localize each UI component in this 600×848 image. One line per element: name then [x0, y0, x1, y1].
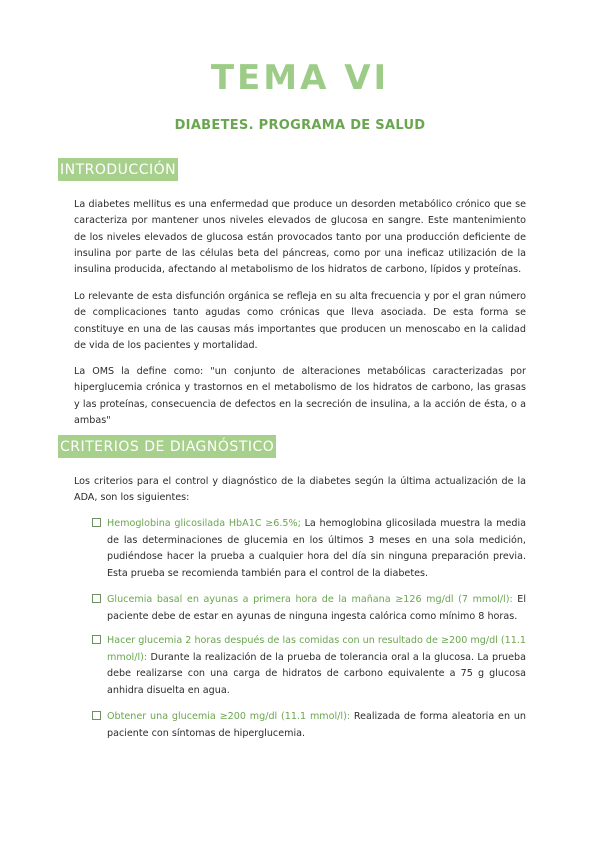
page-title: TEMA VI: [210, 58, 390, 98]
criteria-item: [92, 633, 526, 699]
criteria-item: [92, 592, 526, 625]
checkbox-icon: [92, 518, 101, 527]
criteria-item: [92, 516, 526, 582]
intro-paragraph-3: La OMS la define como: "un conjunto de alteraciones metabólicas caracterizadas por hiperglucemia crónica y trastornos en el metabolismo de los hidratos de carbono, las grasas y las proteínas, consecuencia de defectos en la secreción de insulina, a la acción de ésta, o a ambas": [74, 366, 526, 426]
criteria-item: [92, 709, 526, 742]
checkbox-icon: [92, 594, 101, 603]
criteria-text: Realizada de forma aleatoria en un paciente con síntomas de hiperglucemia.: [107, 711, 526, 739]
section-heading-criterios: CRITERIOS DE DIAGNÓSTICO: [58, 435, 276, 458]
checkbox-icon: [92, 635, 101, 644]
criteria-highlight: Obtener una glucemia ≥200 mg/dl (11.1 mmol/l):: [107, 711, 351, 722]
criteria-highlight: Hemoglobina glicosilada HbA1C ≥6.5%;: [107, 518, 301, 529]
page-subtitle: DIABETES. PROGRAMA DE SALUD: [174, 118, 426, 133]
criteria-highlight: Glucemia basal en ayunas a primera hora de la mañana ≥126 mg/dl (7 mmol/l):: [107, 594, 513, 605]
intro-paragraph-1: La diabetes mellitus es una enfermedad que produce un desorden metabólico crónico que se caracteriza por mantener unos niveles elevados de glucosa en sangre. Este mantenimiento de los niveles elevados de glucosa están provocados tanto por una producción deficiente de insulina por parte de las células beta del páncreas, como por una ineficaz utilización de la insulina producida, afectando al metabolismo de los hidratos de carbono, lípidos y proteínas.: [74, 199, 526, 276]
criteria-text: La hemoglobina glicosilada muestra la media de las determinaciones de glucemia en los últimos 3 meses en una sola medición, pudiéndose hacer la prueba a cualquier hora del día sin ninguna preparación previa. Esta prueba se recomienda también para el control de la diabetes.: [107, 518, 527, 579]
criteria-text: El paciente debe de estar en ayunas de ninguna ingesta calórica como mínimo 8 horas.: [107, 594, 526, 622]
criteria-text: Durante la realización de la prueba de tolerancia oral a la glucosa. La prueba debe realizarse con una carga de hidratos de carbono equivalente a 75 g glucosa anhidra disuelta en agua.: [107, 651, 526, 696]
criteria-intro: Los criterios para el control y diagnóstico de la diabetes según la última actualización de la ADA, son los siguientes:: [74, 476, 526, 504]
section-heading-introduccion: INTRODUCCIÓN: [58, 158, 178, 181]
checkbox-icon: [92, 711, 101, 720]
intro-paragraph-2: Lo relevante de esta disfunción orgánica se refleja en su alta frecuencia y por el gran número de complicaciones tanto agudas como crónicas que lleva asociada. De esta forma se constituye en una de las causas más importantes que producen un menoscabo en la calidad de vida de los pacientes y mortalidad.: [74, 291, 526, 351]
criteria-highlight: Hacer glucemia 2 horas después de las comidas con un resultado de ≥200 mg/dl (11.1 mmol/l):: [107, 635, 526, 663]
